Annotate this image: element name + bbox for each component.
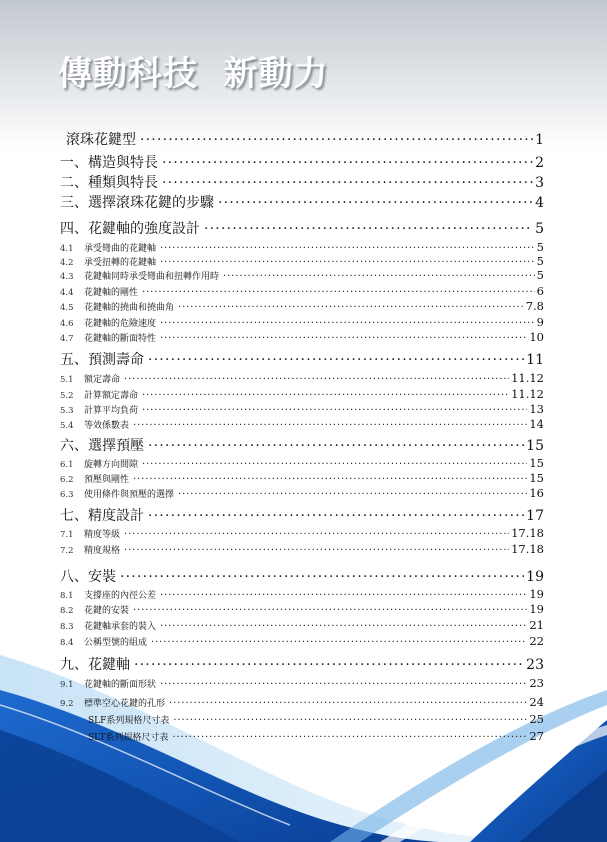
toc-page-number: 7.8 <box>525 299 544 313</box>
toc-page-number: 14 <box>529 417 544 431</box>
toc-entry-number: 8.2 <box>60 606 74 616</box>
toc-page-number: 22 <box>529 634 544 648</box>
toc-entry-section-7[interactable] <box>60 505 544 525</box>
leader-dots <box>142 459 527 470</box>
toc-entry-6-2[interactable] <box>60 471 544 485</box>
toc-entry-number: 6.1 <box>60 460 74 470</box>
leader-dots <box>124 545 509 556</box>
toc-page-number: 13 <box>529 402 544 416</box>
toc-entry-label: 承受彎曲的花鍵軸 <box>84 244 157 254</box>
toc-entry-label: 額定壽命 <box>84 375 121 385</box>
toc-entry-label: 旋轉方向間隙 <box>84 460 139 470</box>
leader-dots <box>142 390 509 401</box>
toc-entry-section-8[interactable] <box>60 566 544 586</box>
toc-entry-slt-table[interactable] <box>88 729 544 743</box>
toc-page-number: 5 <box>536 254 544 268</box>
leader-dots <box>140 132 533 148</box>
toc-entry-number: 7.2 <box>60 546 74 556</box>
toc-entry-number: 8.3 <box>60 622 74 632</box>
toc-entry-number: 9.2 <box>60 699 74 709</box>
toc-entry-label: 計算額定壽命 <box>84 391 139 401</box>
leader-dots <box>178 489 527 500</box>
toc-entry-ball-spline[interactable] <box>66 129 544 149</box>
leader-dots <box>204 221 533 237</box>
leader-dots <box>124 374 509 385</box>
leader-dots <box>160 243 535 254</box>
toc-entry-label: 花鍵軸的剛性 <box>84 288 139 298</box>
toc-entry-label: 公稱型號的組成 <box>84 638 148 648</box>
toc-entry-number: 6.2 <box>60 475 74 485</box>
toc-entry-label: 花鍵軸承套的裝入 <box>84 622 157 632</box>
toc-page-number: 19 <box>529 602 544 616</box>
leader-dots <box>133 474 527 485</box>
leader-dots <box>160 679 527 690</box>
leader-dots <box>218 195 533 211</box>
toc-entry-8-3[interactable] <box>60 618 544 632</box>
toc-entry-label: 花鍵軸的斷面特性 <box>84 334 157 344</box>
toc-entry-4-3[interactable] <box>60 268 544 282</box>
toc-page-number: 24 <box>529 695 544 709</box>
toc-page-number: 15 <box>529 456 544 470</box>
toc-entry-label: 精度等級 <box>84 530 121 540</box>
toc-entry-label: 滾珠花鍵型 <box>66 132 136 148</box>
leader-dots <box>178 302 524 313</box>
leader-dots <box>124 529 509 540</box>
leader-dots <box>160 257 535 268</box>
toc-entry-9-1[interactable] <box>60 676 544 690</box>
toc-entry-section-1[interactable] <box>60 152 544 172</box>
toc-page-number: 15 <box>526 438 544 454</box>
toc-entry-section-2[interactable] <box>60 172 544 192</box>
toc-entry-number: 7.1 <box>60 530 74 540</box>
toc-page-number: 27 <box>529 729 544 743</box>
toc-entry-section-5[interactable] <box>60 349 544 369</box>
toc-entry-label: 四、花鍵軸的強度設計 <box>60 221 200 237</box>
toc-entry-label: SLT系列規格尺寸表 <box>88 733 169 743</box>
toc-page-number: 5 <box>535 221 544 237</box>
toc-entry-4-7[interactable] <box>60 330 544 344</box>
leader-dots <box>162 155 533 171</box>
toc-page-number: 5 <box>536 240 544 254</box>
toc-entry-label: 二、種類與特長 <box>60 175 158 191</box>
toc-entry-number: 9.1 <box>60 680 74 690</box>
toc-entry-5-2[interactable] <box>60 387 544 401</box>
leader-dots <box>160 621 527 632</box>
leader-dots <box>160 590 527 601</box>
leader-dots <box>160 333 527 344</box>
toc-entry-number: 8.4 <box>60 638 74 648</box>
leader-dots <box>134 657 524 673</box>
toc-page-number: 15 <box>529 471 544 485</box>
toc-page-number: 19 <box>529 587 544 601</box>
toc-entry-number: 6.3 <box>60 490 74 500</box>
toc-entry-label: 一、構造與特長 <box>60 155 158 171</box>
toc-entry-label: SLF系列規格尺寸表 <box>88 716 170 726</box>
leader-dots <box>223 271 535 282</box>
toc-entry-number: 8.1 <box>60 591 74 601</box>
toc-entry-9-2[interactable] <box>60 695 544 709</box>
toc-entry-5-4[interactable] <box>60 417 544 431</box>
page-title: 傳動科技 新動力 <box>58 54 329 94</box>
toc-entry-label: 花鍵的安裝 <box>84 606 130 616</box>
toc-entry-number: 4.2 <box>60 258 74 268</box>
toc-entry-4-1[interactable] <box>60 240 544 254</box>
toc-entry-number: 5.2 <box>60 391 74 401</box>
toc-entry-number: 4.4 <box>60 288 74 298</box>
toc-entry-number: 4.7 <box>60 334 74 344</box>
toc-entry-number: 4.5 <box>60 303 74 313</box>
toc-entry-8-2[interactable] <box>60 602 544 616</box>
toc-entry-5-3[interactable] <box>60 402 544 416</box>
toc-entry-4-4[interactable] <box>60 284 544 298</box>
toc-page-number: 5 <box>536 268 544 282</box>
toc-entry-7-1[interactable] <box>60 526 544 540</box>
leader-dots <box>160 318 535 329</box>
leader-dots <box>172 732 527 743</box>
leader-dots <box>148 352 524 368</box>
toc-page-number: 11.12 <box>511 387 544 401</box>
toc-entry-section-3[interactable] <box>60 192 544 212</box>
toc-entry-8-4[interactable] <box>60 634 544 648</box>
toc-page-number: 3 <box>535 175 544 191</box>
toc-entry-label: 精度規格 <box>84 546 121 556</box>
toc-page-number: 11 <box>526 352 544 368</box>
toc-entry-4-6[interactable] <box>60 315 544 329</box>
toc-entry-section-6[interactable] <box>60 435 544 455</box>
toc-page-number: 23 <box>526 657 544 673</box>
toc-page-number: 4 <box>535 195 544 211</box>
leader-dots <box>173 715 527 726</box>
toc-entry-label: 花鍵軸的斷面形狀 <box>84 680 157 690</box>
toc-entry-label: 等效係數表 <box>84 421 130 431</box>
toc-entry-5-1[interactable] <box>60 371 544 385</box>
leader-dots <box>169 698 527 709</box>
toc-entry-slf-table[interactable] <box>88 712 544 726</box>
leader-dots <box>133 420 527 431</box>
toc-entry-6-3[interactable] <box>60 486 544 500</box>
toc-entry-label: 花鍵軸同時承受彎曲和扭轉作用時 <box>84 272 220 282</box>
toc-entry-number: 5.4 <box>60 421 74 431</box>
toc-entry-number: 5.1 <box>60 375 74 385</box>
toc-entry-6-1[interactable] <box>60 456 544 470</box>
toc-entry-section-4[interactable] <box>60 218 544 238</box>
toc-page-number: 25 <box>529 712 544 726</box>
toc-entry-label: 八、安裝 <box>60 569 116 585</box>
toc-page-number: 6 <box>536 284 544 298</box>
leader-dots <box>148 508 524 524</box>
toc-page-number: 10 <box>529 330 544 344</box>
leader-dots <box>162 175 533 191</box>
toc-page-number: 23 <box>529 676 544 690</box>
toc-page-number: 11.12 <box>511 371 544 385</box>
toc-page-number: 21 <box>529 618 544 632</box>
leader-dots <box>151 637 527 648</box>
toc-entry-label: 支撐座的內徑公差 <box>84 591 157 601</box>
toc-entry-4-5[interactable] <box>60 299 544 313</box>
toc-page-number: 9 <box>536 315 544 329</box>
toc-entry-label: 計算平均負荷 <box>84 406 139 416</box>
toc-entry-number: 4.3 <box>60 272 74 282</box>
toc-entry-section-9[interactable] <box>60 654 544 674</box>
toc-entry-label: 承受扭轉的花鍵軸 <box>84 258 157 268</box>
leader-dots <box>148 438 524 454</box>
toc-page-number: 17.18 <box>511 542 544 556</box>
leader-dots <box>142 287 535 298</box>
toc-entry-label: 標準空心花鍵的孔形 <box>84 699 166 709</box>
toc-entry-number: 4.1 <box>60 244 74 254</box>
toc-page-number: 17.18 <box>511 526 544 540</box>
toc-entry-number: 5.3 <box>60 406 74 416</box>
toc-page-number: 19 <box>526 569 544 585</box>
toc-entry-label: 六、選擇預壓 <box>60 438 144 454</box>
toc-page-number: 16 <box>529 486 544 500</box>
toc-page-number: 1 <box>535 132 544 148</box>
toc-entry-label: 七、精度設計 <box>60 508 144 524</box>
toc-entry-label: 花鍵軸的撓曲和撓曲角 <box>84 303 175 313</box>
toc-page-number: 2 <box>535 155 544 171</box>
leader-dots <box>133 605 527 616</box>
toc-entry-4-2[interactable] <box>60 254 544 268</box>
toc-page-number: 17 <box>526 508 544 524</box>
toc-entry-label: 九、花鍵軸 <box>60 657 130 673</box>
leader-dots <box>120 569 524 585</box>
toc-entry-7-2[interactable] <box>60 542 544 556</box>
leader-dots <box>142 405 527 416</box>
toc-entry-label: 五、預測壽命 <box>60 352 144 368</box>
toc-entry-label: 使用條件與預壓的選擇 <box>84 490 175 500</box>
toc-entry-label: 花鍵軸的危險速度 <box>84 319 157 329</box>
toc-entry-number: 4.6 <box>60 319 74 329</box>
toc-entry-label: 預壓與剛性 <box>84 475 130 485</box>
toc-entry-8-1[interactable] <box>60 587 544 601</box>
toc-entry-label: 三、選擇滾珠花鍵的步驟 <box>60 195 214 211</box>
